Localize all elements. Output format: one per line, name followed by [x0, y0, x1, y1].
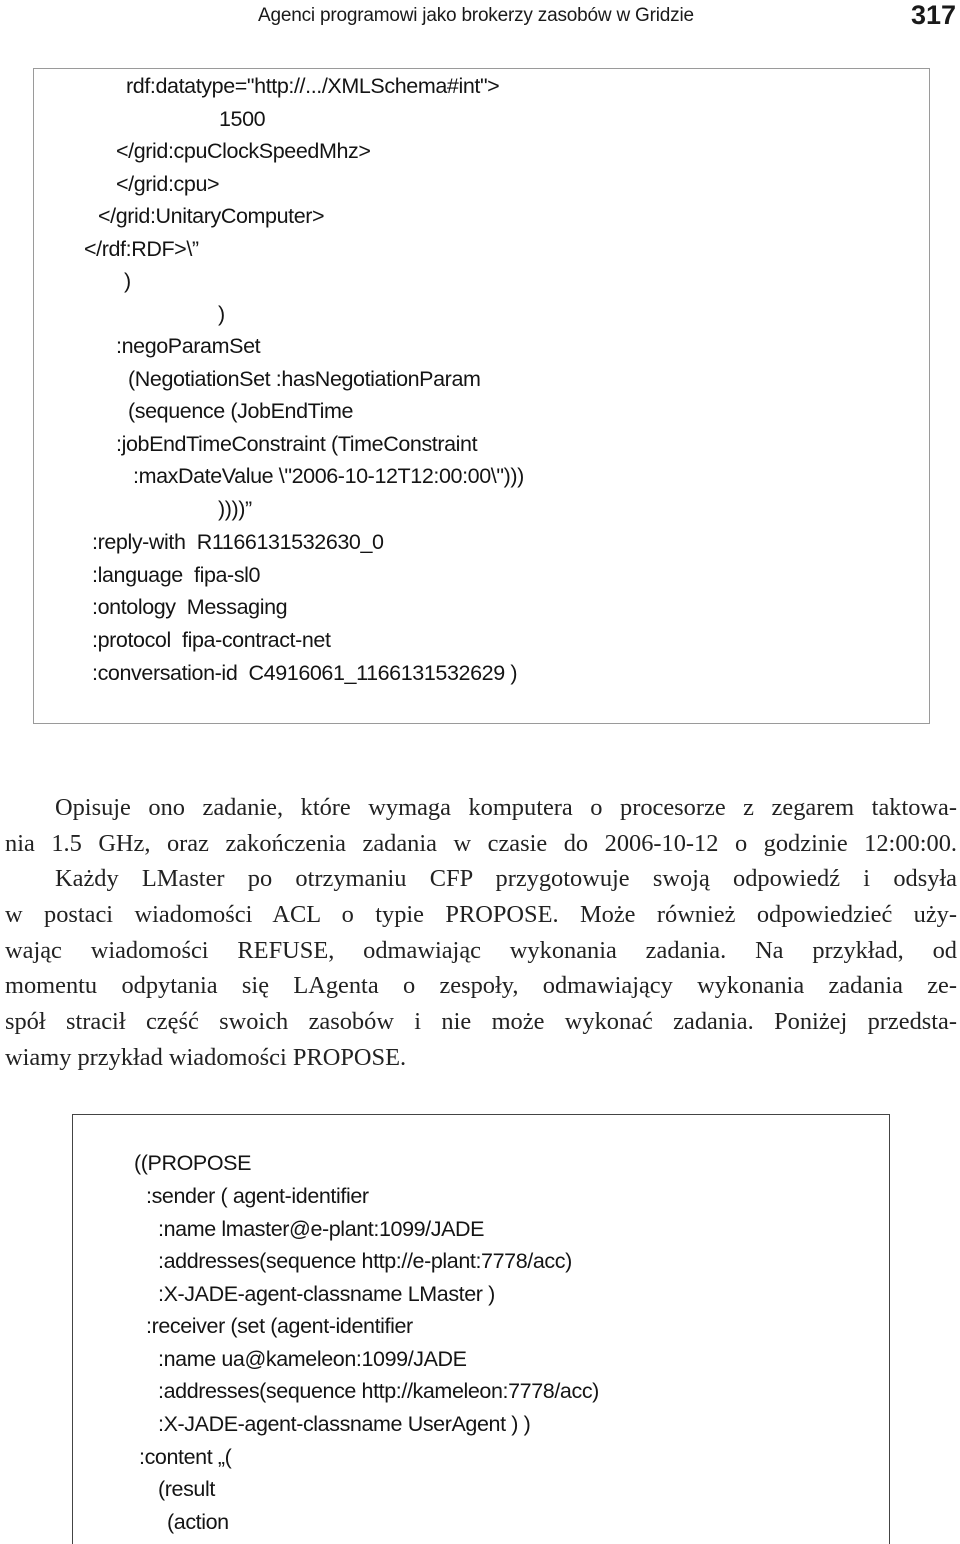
code-line: ))))”	[218, 497, 252, 521]
code-line: rdf:datatype="http://.../XMLSchema#int">	[126, 74, 500, 98]
code-line: )	[124, 269, 131, 293]
code-listing-propose	[72, 1114, 890, 1544]
code-line: :content „(	[139, 1445, 232, 1469]
code-line: </grid:cpuClockSpeedMhz>	[116, 139, 371, 163]
code-line: (NegotiationSet :hasNegotiationParam	[128, 367, 481, 391]
code-line: (sequence (JobEndTime	[128, 399, 354, 423]
paragraph-line: Każdy LMaster po otrzymaniu CFP przygotowuje swoją odpowiedź i odsyła	[55, 865, 957, 893]
code-line: :name lmaster@e-plant:1099/JADE	[158, 1217, 485, 1241]
code-line: :addresses(sequence http://kameleon:7778/acc)	[158, 1379, 599, 1403]
paragraph-line: Opisuje ono zadanie, które wymaga komputera o procesorze z zegarem taktowa-	[55, 794, 957, 821]
code-line: (action	[167, 1510, 229, 1534]
paragraph-line: spół stracił część swoich zasobów i nie może wykonać zadania. Poniżej przedsta-	[5, 1008, 957, 1036]
code-line: :X-JADE-agent-classname UserAgent ) )	[158, 1412, 531, 1436]
code-line: </grid:UnitaryComputer>	[98, 204, 325, 228]
code-line: :X-JADE-agent-classname LMaster )	[158, 1282, 495, 1306]
code-line: :conversation-id C4916061_1166131532629 )	[92, 661, 518, 685]
paragraph-line: momentu odpytania się LAgenta o zespoły, odmawiający wykonania zadania ze-	[5, 972, 957, 1000]
running-head	[0, 0, 960, 40]
code-line: :negoParamSet	[116, 334, 261, 358]
code-line: :jobEndTimeConstraint (TimeConstraint	[116, 432, 478, 456]
paragraph-line: w postaci wiadomości ACL o typie PROPOSE. Może również odpowiedzieć uży-	[5, 901, 957, 929]
paragraph-line: wając wiadomości REFUSE, odmawiając wykonania zadania. Na przykład, od	[5, 936, 957, 964]
code-listing-rdf	[33, 68, 930, 724]
code-line: :reply-with R1166131532630_0	[92, 530, 384, 554]
code-line: :protocol fipa-contract-net	[92, 628, 331, 652]
code-line: :receiver (set (agent-identifier	[146, 1314, 413, 1338]
body-paragraph	[5, 790, 957, 1076]
code-line: :maxDateValue \"2006-10-12T12:00:00\")))	[133, 464, 524, 488]
page-number: 317	[910, 0, 956, 30]
paragraph-line: nia 1.5 GHz, oraz zakończenia zadania w czasie do 2006-10-12 o godzinie 12:00:00.	[5, 829, 957, 857]
code-line: )	[218, 302, 225, 326]
code-line: (result	[158, 1477, 215, 1501]
running-title: Agenci programowi jako brokerzy zasobów w Gridzie	[258, 5, 694, 26]
code-line: ((PROPOSE	[134, 1151, 252, 1175]
code-line: </grid:cpu>	[116, 172, 220, 196]
code-line: :addresses(sequence http://e-plant:7778/acc)	[158, 1249, 572, 1273]
code-line: </rdf:RDF>\”	[84, 237, 199, 261]
code-line: :ontology Messaging	[92, 595, 288, 619]
code-line: 1500	[219, 107, 266, 131]
code-line: :language fipa-sl0	[92, 563, 261, 587]
code-line: :sender ( agent-identifier	[146, 1184, 369, 1208]
code-line: :name ua@kameleon:1099/JADE	[158, 1347, 467, 1371]
paragraph-line: wiamy przykład wiadomości PROPOSE.	[5, 1043, 407, 1071]
